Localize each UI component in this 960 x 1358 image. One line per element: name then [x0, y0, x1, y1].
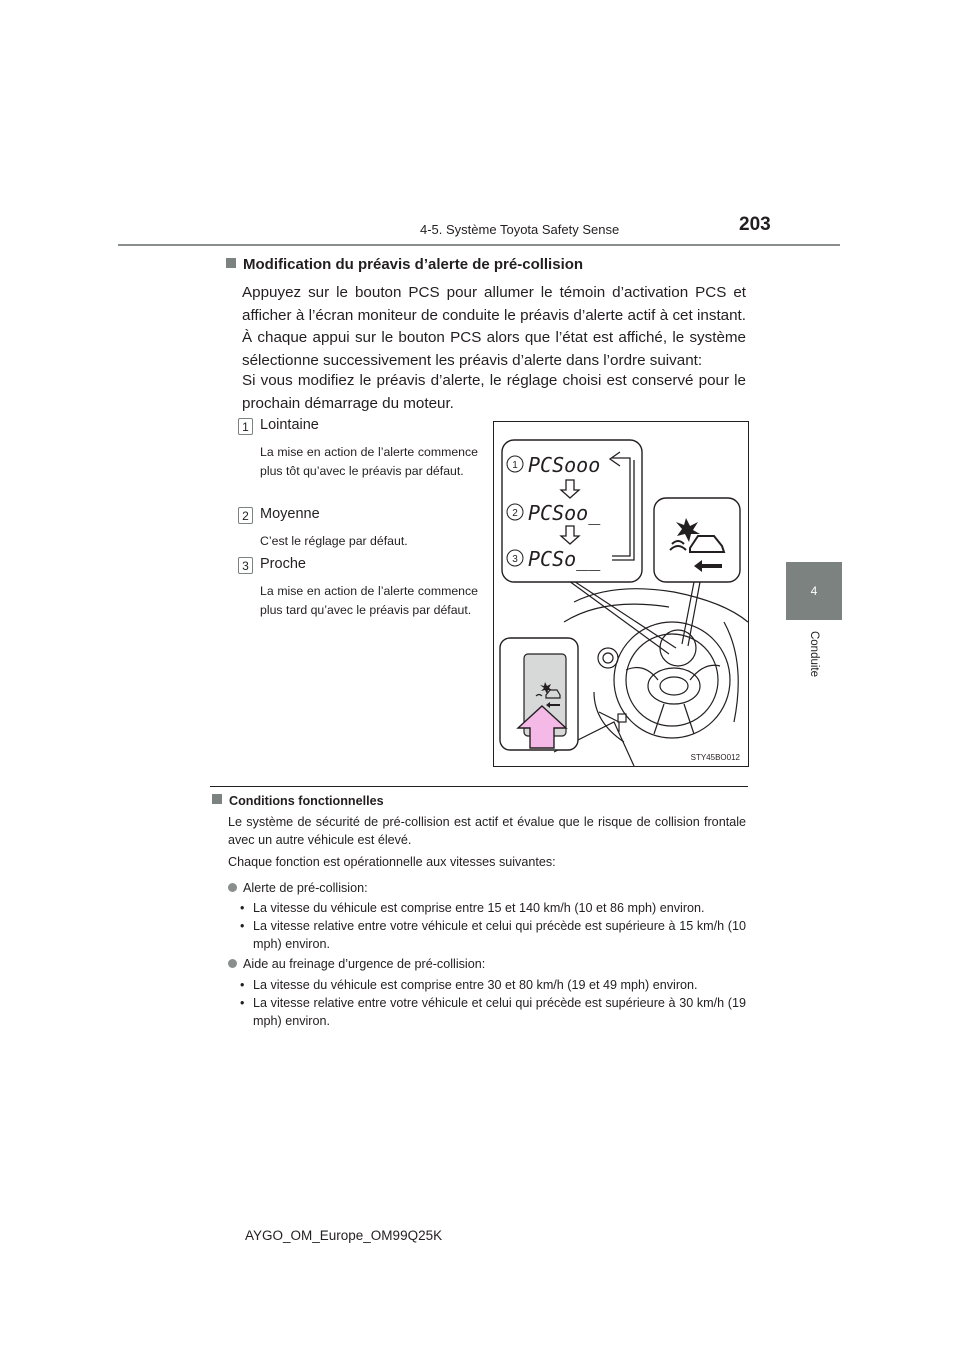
bullet-mark: • — [240, 919, 245, 933]
group-title — [228, 879, 746, 897]
group-title-text: Alerte de pré-collision: — [243, 881, 368, 895]
bullet-text: La vitesse relative entre votre véhicule et celui qui précède est supérieure à 30 km/h (19 mph) environ. — [253, 996, 746, 1029]
item-number: 2 — [238, 507, 253, 524]
round-bullet-icon — [228, 883, 237, 892]
paragraph-1: Appuyez sur le bouton PCS pour allumer le témoin d’activation PCS et afficher à l’écran moniteur de conduite le préavis d’alerte actif à cet instant. À chaque appui sur le bouton PCS alors que l’état est affiché, le système sélectionne successivement les préavis d’alerte dans l’ordre suivant: — [242, 284, 746, 369]
round-bullet-icon — [228, 959, 237, 968]
steering-wheel-icon — [554, 589, 748, 766]
bullet-text: La vitesse du véhicule est comprise entre 30 et 80 km/h (19 et 49 mph) environ. — [253, 978, 698, 992]
display-number: 3 — [512, 554, 518, 565]
bullet-mark: • — [240, 901, 245, 915]
bullet-mark: • — [240, 978, 245, 992]
figure-code: STY45BO012 — [690, 753, 740, 762]
heading-text: Modification du préavis d’alerte de pré-collision — [243, 256, 584, 273]
display-readout: PCSooo — [528, 453, 601, 477]
display-readout: PCSo__ — [528, 547, 601, 571]
page-number: 203 — [739, 214, 771, 235]
section-divider — [210, 786, 748, 787]
item-title: Moyenne — [260, 506, 320, 522]
bullet-mark: • — [240, 996, 245, 1010]
item-description: La mise en action de l’alerte commence plus tard qu’avec le préavis par défaut. — [260, 584, 478, 617]
chapter-label-wrap — [786, 626, 842, 682]
square-bullet-icon — [226, 258, 236, 268]
speeds-intro: Chaque fonction est opérationnelle aux vitesses suivantes: — [228, 855, 556, 869]
document-id: AYGO_OM_Europe_OM99Q25K — [245, 1228, 443, 1243]
conditions-heading-text: Conditions fonctionnelles — [229, 794, 384, 808]
chapter-label: Conduite — [808, 630, 820, 678]
conditions-heading — [212, 794, 384, 808]
item-number: 3 — [238, 557, 253, 574]
item-description: La mise en action de l’alerte commence plus tôt qu’avec le préavis par défaut. — [260, 445, 478, 478]
pcs-figure — [493, 421, 749, 767]
chapter-number: 4 — [810, 584, 818, 598]
paragraph-2: Si vous modifiez le préavis d’alerte, le réglage choisi est conservé pour le prochain démarrage du moteur. — [242, 372, 746, 412]
item-number: 1 — [238, 418, 253, 435]
conditions-intro: Le système de sécurité de pré-collision est actif et évalue que le risque de collision frontale avec un autre véhicule est élevé. — [228, 815, 746, 848]
display-number: 2 — [512, 508, 518, 519]
item-description: C’est le réglage par défaut. — [260, 534, 408, 548]
header-divider — [118, 244, 840, 246]
pcs-indicator-panel — [654, 498, 740, 582]
display-readout: PCSoo_ — [528, 501, 601, 525]
chapter-tab — [786, 562, 842, 620]
item-title: Proche — [260, 556, 306, 572]
pcs-illustration — [494, 422, 748, 766]
section-heading — [226, 256, 583, 273]
square-bullet-icon — [212, 794, 222, 804]
group-title-text: Aide au freinage d’urgence de pré-collision: — [243, 957, 486, 971]
group-title — [228, 955, 746, 973]
display-number: 1 — [512, 460, 518, 471]
item-title: Lointaine — [260, 417, 319, 433]
section-title: 4-5. Système Toyota Safety Sense — [420, 222, 620, 237]
bullet-text: La vitesse relative entre votre véhicule et celui qui précède est supérieure à 15 km/h (10 mph) environ. — [253, 919, 746, 952]
bullet-text: La vitesse du véhicule est comprise entre 15 et 140 km/h (10 et 86 mph) environ. — [253, 901, 705, 915]
